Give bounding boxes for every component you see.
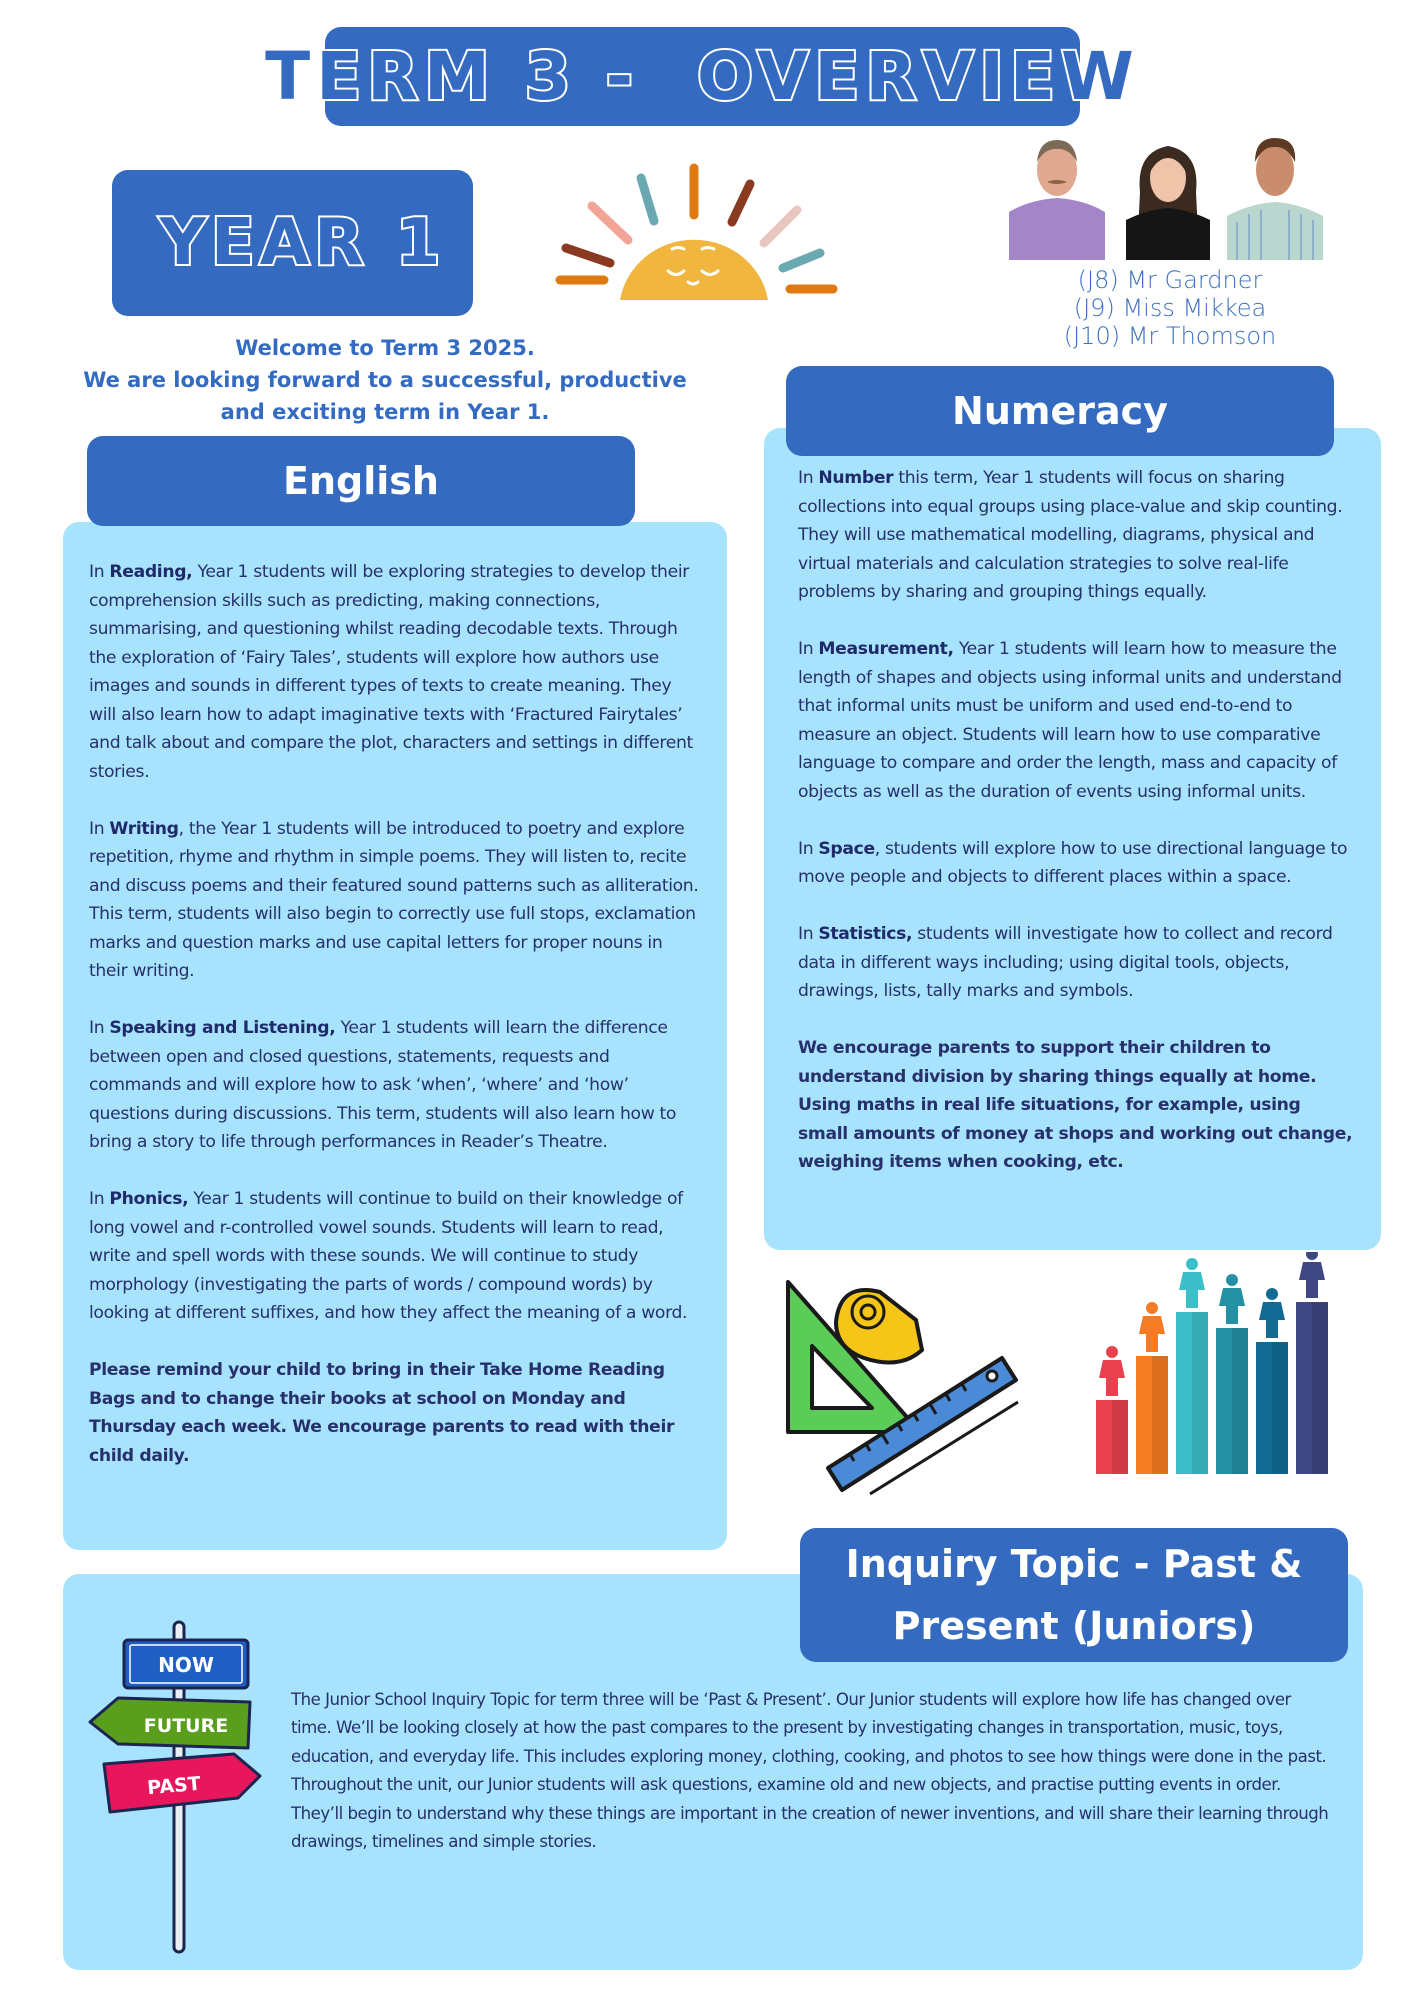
para-text: students will investigate how to collect and record data in different ways including; using digital tools, objects, drawings, lists, tally marks and symbols. xyxy=(798,924,1333,1001)
inquiry-paragraph: Throughout the unit, our Junior students will ask questions, examine old and new objects, and practise putting events in order. They’ll begin to understand why these things are important in the creation of newer inventions, and will share their learning through drawings, timelines and simple stories. xyxy=(291,1775,1329,1852)
numeracy-panel xyxy=(764,428,1381,1250)
sign-now xyxy=(124,1640,248,1688)
year-banner xyxy=(112,170,473,316)
sign-future-label: FUTURE xyxy=(143,1715,229,1737)
english-writing-paragraph xyxy=(89,815,699,986)
teacher-name: (J9) Miss Mikkea xyxy=(1073,294,1267,322)
sun-icon xyxy=(548,150,838,300)
welcome-line: We are looking forward to a successful, productive xyxy=(83,368,687,392)
para-lead: In xyxy=(89,1018,110,1038)
teacher-names xyxy=(1020,266,1320,350)
sign-future xyxy=(90,1698,250,1748)
page-title: TERM 3 - OVERVIEW xyxy=(265,38,1140,115)
para-lead: In xyxy=(89,818,110,839)
numeracy-number-paragraph xyxy=(798,464,1353,607)
person-icon xyxy=(1259,1288,1285,1338)
welcome-message xyxy=(70,332,700,428)
para-lead: In xyxy=(89,562,110,582)
welcome-line: Welcome to Term 3 2025. xyxy=(235,336,535,360)
ruler-set-square-icon xyxy=(780,1262,1040,1512)
chart-bar-shade xyxy=(1312,1302,1328,1474)
para-text: Year 1 students will learn how to measure the length of shapes and objects using informal units and understand that informal units must be uniform and used end-to-end to measure an object. Students will learn how to use comparative language to compare and order the length, mass and capacity of objects as well as the duration of events using informal units. xyxy=(798,639,1342,802)
welcome-line: and exciting term in Year 1. xyxy=(220,400,550,424)
english-heading xyxy=(87,436,635,526)
inquiry-text xyxy=(291,1686,1331,1856)
para-keyword: Measurement, xyxy=(818,639,954,659)
teacher-photo-gardner xyxy=(1009,132,1105,260)
chart-bar-shade xyxy=(1272,1342,1288,1474)
para-text: this term, Year 1 students will focus on sharing collections into equal groups using place-value and skip counting. They will use mathematical modelling, diagrams, physical and virtual materials and calculation strategies to solve real-life problems by sharing and grouping things equally. xyxy=(798,468,1343,602)
teacher-name: (J8) Mr Gardner xyxy=(1077,266,1263,294)
sign-now-label: NOW xyxy=(158,1653,214,1677)
para-keyword: Phonics, xyxy=(109,1189,189,1209)
para-text: Year 1 students will be exploring strategies to develop their comprehension skills such as predicting, making connections, summarising, and questioning whilst reading decodable texts. Through the exploration of ‘Fairy Tales’, students will explore how authors use images and sounds in different types of texts to create meaning. They will also learn how to adapt imaginative texts with ‘Fractured Fairytales’ and talk about and compare the plot, characters and settings in different stories. xyxy=(89,562,693,782)
year-label: YEAR 1 xyxy=(159,206,446,280)
para-text: , students will explore how to use directional language to move people and objects to different places within a space. xyxy=(798,838,1348,887)
inquiry-heading-text: Inquiry Topic - Past & Present (Juniors) xyxy=(845,1542,1303,1648)
teacher-name: (J10) Mr Thomson xyxy=(1063,322,1277,350)
para-text: Year 1 students will continue to build on their knowledge of long vowel and r-controlled vowel sounds. Students will learn to read, write and spell words with these sounds. We will continue to study morphology (investigating the parts of words / compound words) by looking at different suffixes, and how they affect the meaning of a word. xyxy=(89,1189,688,1323)
numeracy-space-paragraph xyxy=(798,835,1353,892)
para-text: Year 1 students will learn the difference between open and closed questions, statements, requests and commands and will explore how to ask ‘when’, ‘where’ and ‘how’ questions during discussions. This term, students will also learn how to bring a story to life through performances in Reader’s Theatre. xyxy=(89,1018,677,1152)
english-panel xyxy=(63,522,727,1550)
para-keyword: Reading, xyxy=(109,562,193,582)
sign-past xyxy=(104,1754,260,1812)
para-lead: In xyxy=(798,468,819,488)
chart-bar-shade xyxy=(1152,1356,1168,1474)
para-lead: In xyxy=(89,1189,110,1209)
sign-past-label: PAST xyxy=(146,1772,202,1800)
person-icon xyxy=(1219,1274,1245,1324)
para-lead: In xyxy=(798,838,819,859)
inquiry-paragraph: The Junior School Inquiry Topic for term three will be ‘Past & Present’. Our Junior students will explore how life has changed over time. We’ll be looking closely at how the past compares to the present by investigating changes in transportation, music, toys, education, and everyday life. This includes exploring money, clothing, cooking, and photos to see how things were done in the past. xyxy=(291,1690,1327,1766)
english-speaking-paragraph xyxy=(89,1014,699,1157)
numeracy-statistics-paragraph xyxy=(798,920,1353,1006)
person-icon xyxy=(1179,1258,1205,1308)
teacher-photo-mikkea xyxy=(1126,132,1210,260)
chart-bar-shade xyxy=(1112,1400,1128,1474)
page-title-banner xyxy=(265,27,1140,126)
english-heading-text: English xyxy=(283,459,439,503)
numeracy-heading xyxy=(786,366,1334,456)
para-text: , the Year 1 students will be introduced to poetry and explore repetition, rhyme and rhythm in simple poems. They will listen to, recite and discuss poems and their featured sound patterns such as alliteration. This term, students will also begin to correctly use full stops, exclamation marks and question marks and use capital letters for proper nouns in their writing. xyxy=(89,818,699,981)
people-bar-chart-icon xyxy=(1092,1252,1352,1478)
english-parent-notice: Please remind your child to bring in their Take Home Reading Bags and to change their books at school on Monday and Thursday each week. We encourage parents to read with their child daily. xyxy=(89,1360,675,1466)
person-icon xyxy=(1139,1302,1165,1352)
chart-bar-shade xyxy=(1192,1312,1208,1474)
person-icon xyxy=(1099,1346,1125,1396)
numeracy-heading-text: Numeracy xyxy=(952,389,1168,433)
para-lead: In xyxy=(798,924,819,944)
numeracy-parent-notice: We encourage parents to support their children to understand division by sharing things equally at home. Using maths in real life situations, for example, using small amounts of money at shops and working out change, weighing items when cooking, etc. xyxy=(798,1038,1353,1172)
para-keyword: Number xyxy=(818,468,894,488)
teacher-photo-thomson xyxy=(1227,132,1323,260)
english-phonics-paragraph xyxy=(89,1185,699,1328)
para-keyword: Speaking and Listening, xyxy=(109,1018,336,1038)
numeracy-measurement-paragraph xyxy=(798,635,1353,806)
inquiry-heading xyxy=(800,1528,1348,1662)
para-keyword: Statistics, xyxy=(818,924,913,944)
person-icon xyxy=(1299,1252,1325,1298)
para-keyword: Writing xyxy=(109,818,179,839)
para-keyword: Space xyxy=(818,838,875,859)
english-reading-paragraph xyxy=(89,558,699,786)
para-lead: In xyxy=(798,639,819,659)
chart-bar-shade xyxy=(1232,1328,1248,1474)
signpost-icon xyxy=(88,1618,288,1958)
